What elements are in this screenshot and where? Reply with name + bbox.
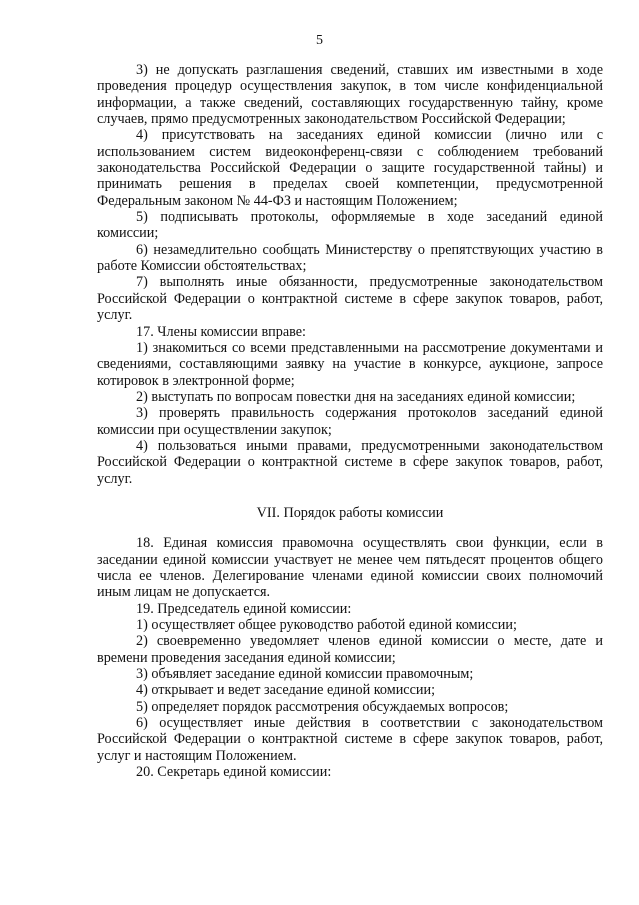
paragraph-17: 17. Члены комиссии вправе: [136, 323, 306, 340]
page-number: 5 [316, 33, 323, 48]
paragraph-17-4: 4) пользоваться иными правами, предусмотренными законодательством Российской Федерации о контрактной системе в сфере закупок товаров, работ, услуг. [97, 437, 603, 487]
paragraph-18: 18. Единая комиссия правомочна осуществлять свои функции, если в заседании единой комиссии участвует не менее чем пятьдесят процентов общего числа ее членов. Делегирование членами единой комиссии своих полномочий иным лицам не допускается. [97, 535, 603, 601]
paragraph-19-4: 4) открывает и ведет заседание единой комиссии; [136, 682, 436, 699]
paragraph-17-1: 1) знакомиться со всеми представленными на рассмотрение документами и сведениями, составляющими заявку на участие в конкурсе, аукционе, запросе котировок в электронной форме; [97, 339, 603, 389]
paragraph-19-1: 1) осуществляет общее руководство работой единой комиссии; [136, 617, 517, 633]
paragraph-16-6: 6) незамедлительно сообщать Министерству о препятствующих участию в работе Комиссии обстоятельствах; [97, 241, 603, 275]
paragraph-16-7: 7) выполнять иные обязанности, предусмотренные законодательством Российской Федерации о контрактной системе в сфере закупок товаров, работ, услуг. [97, 274, 603, 324]
paragraph-19-2: 2) своевременно уведомляет членов единой комиссии о месте, дате и времени проведения заседания единой комиссии; [97, 633, 603, 666]
paragraph-19-5: 5) определяет порядок рассмотрения обсуждаемых вопросов; [136, 698, 509, 715]
paragraph-17-3: 3) проверять правильность содержания протоколов заседаний единой комиссии при осуществлении закупок; [97, 405, 603, 438]
paragraph-16-5: 5) подписывать протоколы, оформляемые в ходе заседаний единой комиссии; [97, 209, 603, 242]
paragraph-19-3: 3) объявляет заседание единой комиссии правомочным; [136, 666, 474, 683]
section-heading: VII. Порядок работы комиссии [256, 504, 444, 521]
paragraph-17-2: 2) выступать по вопросам повестки дня на заседаниях единой комиссии; [136, 388, 576, 405]
paragraph-19-6: 6) осуществляет иные действия в соответствии с законодательством Российской Федерации о контрактной системе в сфере закупок товаров, работ, услуг и настоящим Положением. [97, 715, 603, 764]
paragraph-16-3: 3) не допускать разглашения сведений, ставших им известными в ходе проведения процедур осуществления закупок, в том числе конфиденциальной информации, а также сведений, составляющих государственную тайну, кроме случаев, прямо предусмотренных законодательством Российской Федерации; [97, 62, 603, 128]
document-body [97, 62, 603, 780]
paragraph-20: 20. Секретарь единой комиссии: [136, 764, 332, 781]
paragraph-16-4: 4) присутствовать на заседаниях единой комиссии (лично или с использованием систем видеоконференц-связи с соблюдением требований законодательства Российской Федерации о защите государственной тайны) и принимать решения в пределах своей компетенции, предусмотренной Федеральным законом № 44-ФЗ и настоящим Положением; [97, 127, 603, 209]
paragraph-19: 19. Председатель единой комиссии: [136, 600, 352, 617]
